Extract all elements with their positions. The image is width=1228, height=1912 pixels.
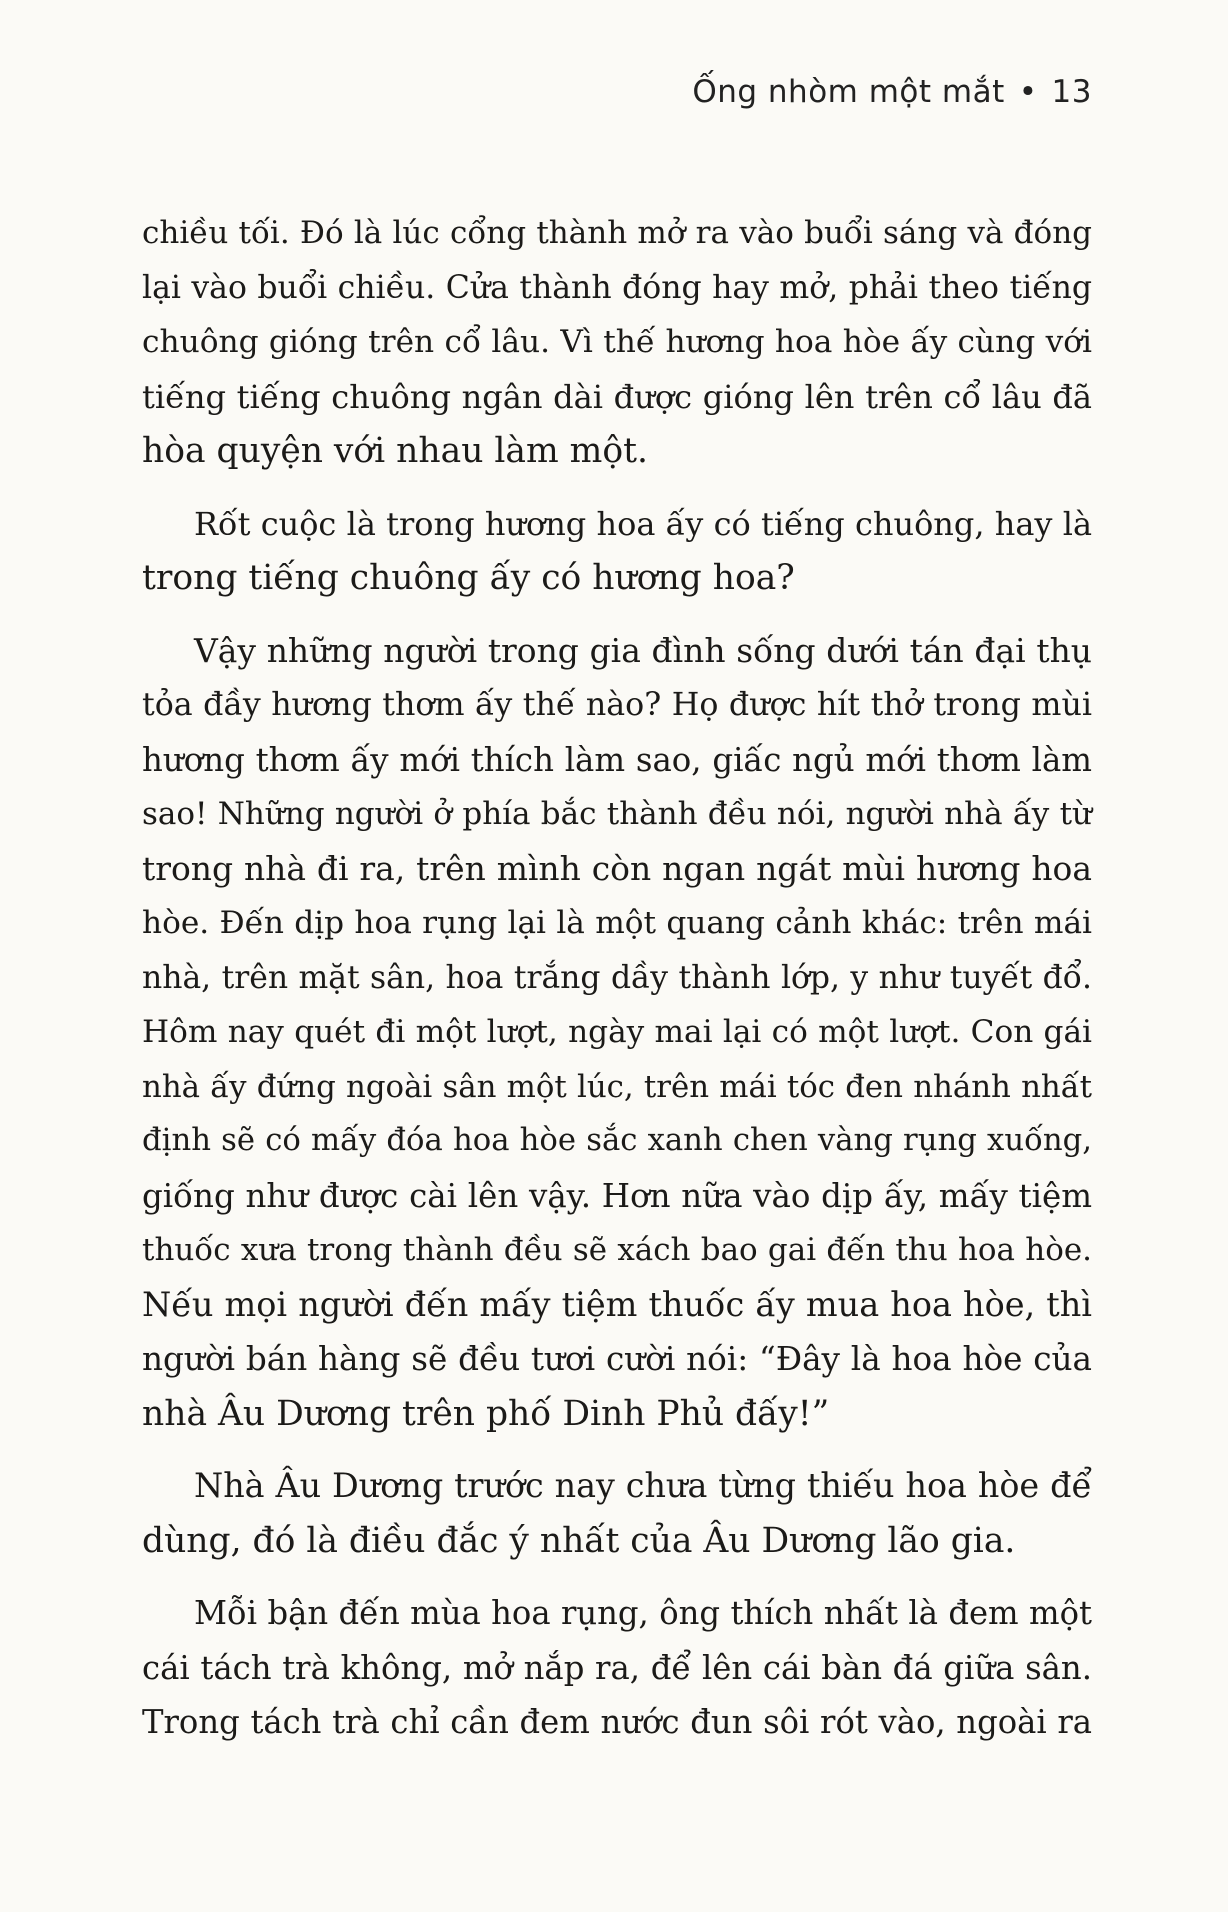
text-line: Nhà Âu Dương trước nay chưa từng thiếu hoa hòe để (194, 1466, 1092, 1505)
text-line: lại vào buổi chiều. Cửa thành đóng hay mở, phải theo tiếng (142, 269, 1092, 306)
text-line: giống như được cài lên vậy. Hơn nữa vào dịp ấy, mấy tiệm (142, 1176, 1092, 1215)
text-line: Nếu mọi người đến mấy tiệm thuốc ấy mua hoa hòe, thì (142, 1284, 1092, 1324)
text-line: dùng, đó là điều đắc ý nhất của Âu Dương lão gia. (142, 1520, 1016, 1561)
text-line: Hôm nay quét đi một lượt, ngày mai lại có một lượt. Con gái (142, 1014, 1092, 1050)
text-line: trong tiếng chuông ấy có hương hoa? (142, 558, 795, 598)
paragraph (142, 1459, 1092, 1568)
text-line: hòa quyện với nhau làm một. (142, 431, 648, 471)
text-line: hương thơm ấy mới thích làm sao, giấc ngủ mới thơm làm (142, 740, 1092, 779)
paragraph (142, 624, 1092, 1442)
running-header (692, 74, 1092, 110)
text-line: định sẽ có mấy đóa hoa hòe sắc xanh chen vàng rụng xuống, (142, 1123, 1092, 1158)
text-line: chiều tối. Đó là lúc cổng thành mở ra vào buổi sáng và đóng (142, 215, 1092, 251)
header-separator: • (1018, 74, 1038, 110)
text-line: người bán hàng sẽ đều tươi cười nói: “Đây là hoa hòe của (142, 1340, 1092, 1378)
text-line: nhà Âu Dương trên phố Dinh Phủ đấy!” (142, 1393, 830, 1434)
text-line: trong nhà đi ra, trên mình còn ngan ngát mùi hương hoa (142, 848, 1092, 888)
text-line: chuông gióng trên cổ lâu. Vì thế hương hoa hòe ấy cùng với (142, 324, 1092, 360)
text-line: nhà, trên mặt sân, hoa trắng dầy thành lớp, y như tuyết đổ. (142, 959, 1092, 996)
text-line: Trong tách trà chỉ cần đem nước đun sôi rót vào, ngoài ra (142, 1703, 1092, 1741)
text-line: tỏa đầy hương thơm ấy thế nào? Họ được hít thở trong mùi (142, 687, 1092, 723)
text-line: sao! Những người ở phía bắc thành đều nói, người nhà ấy từ (142, 796, 1092, 832)
text-line: nhà ấy đứng ngoài sân một lúc, trên mái tóc đen nhánh nhất (142, 1068, 1092, 1105)
paragraph (142, 206, 1092, 479)
text-line: hòe. Đến dịp hoa rụng lại là một quang cảnh khác: trên mái (142, 905, 1092, 941)
text-line: cái tách trà không, mở nắp ra, để lên cái bàn đá giữa sân. (142, 1648, 1092, 1687)
text-line: tiếng tiếng chuông ngân dài được gióng lên trên cổ lâu đã (142, 377, 1092, 416)
paragraph (142, 497, 1092, 606)
page-number: 13 (1051, 74, 1092, 110)
text-line: thuốc xưa trong thành đều sẽ xách bao gai đến thu hoa hòe. (142, 1232, 1092, 1268)
text-line: Mỗi bận đến mùa hoa rụng, ông thích nhất là đem một (194, 1594, 1092, 1632)
text-line: Vậy những người trong gia đình sống dưới tán đại thụ (194, 630, 1092, 670)
chapter-title: Ống nhòm một mắt (692, 74, 1005, 110)
text-line: Rốt cuộc là trong hương hoa ấy có tiếng chuông, hay là (194, 504, 1092, 543)
body-text (142, 206, 1092, 1768)
paragraph (142, 1586, 1092, 1750)
